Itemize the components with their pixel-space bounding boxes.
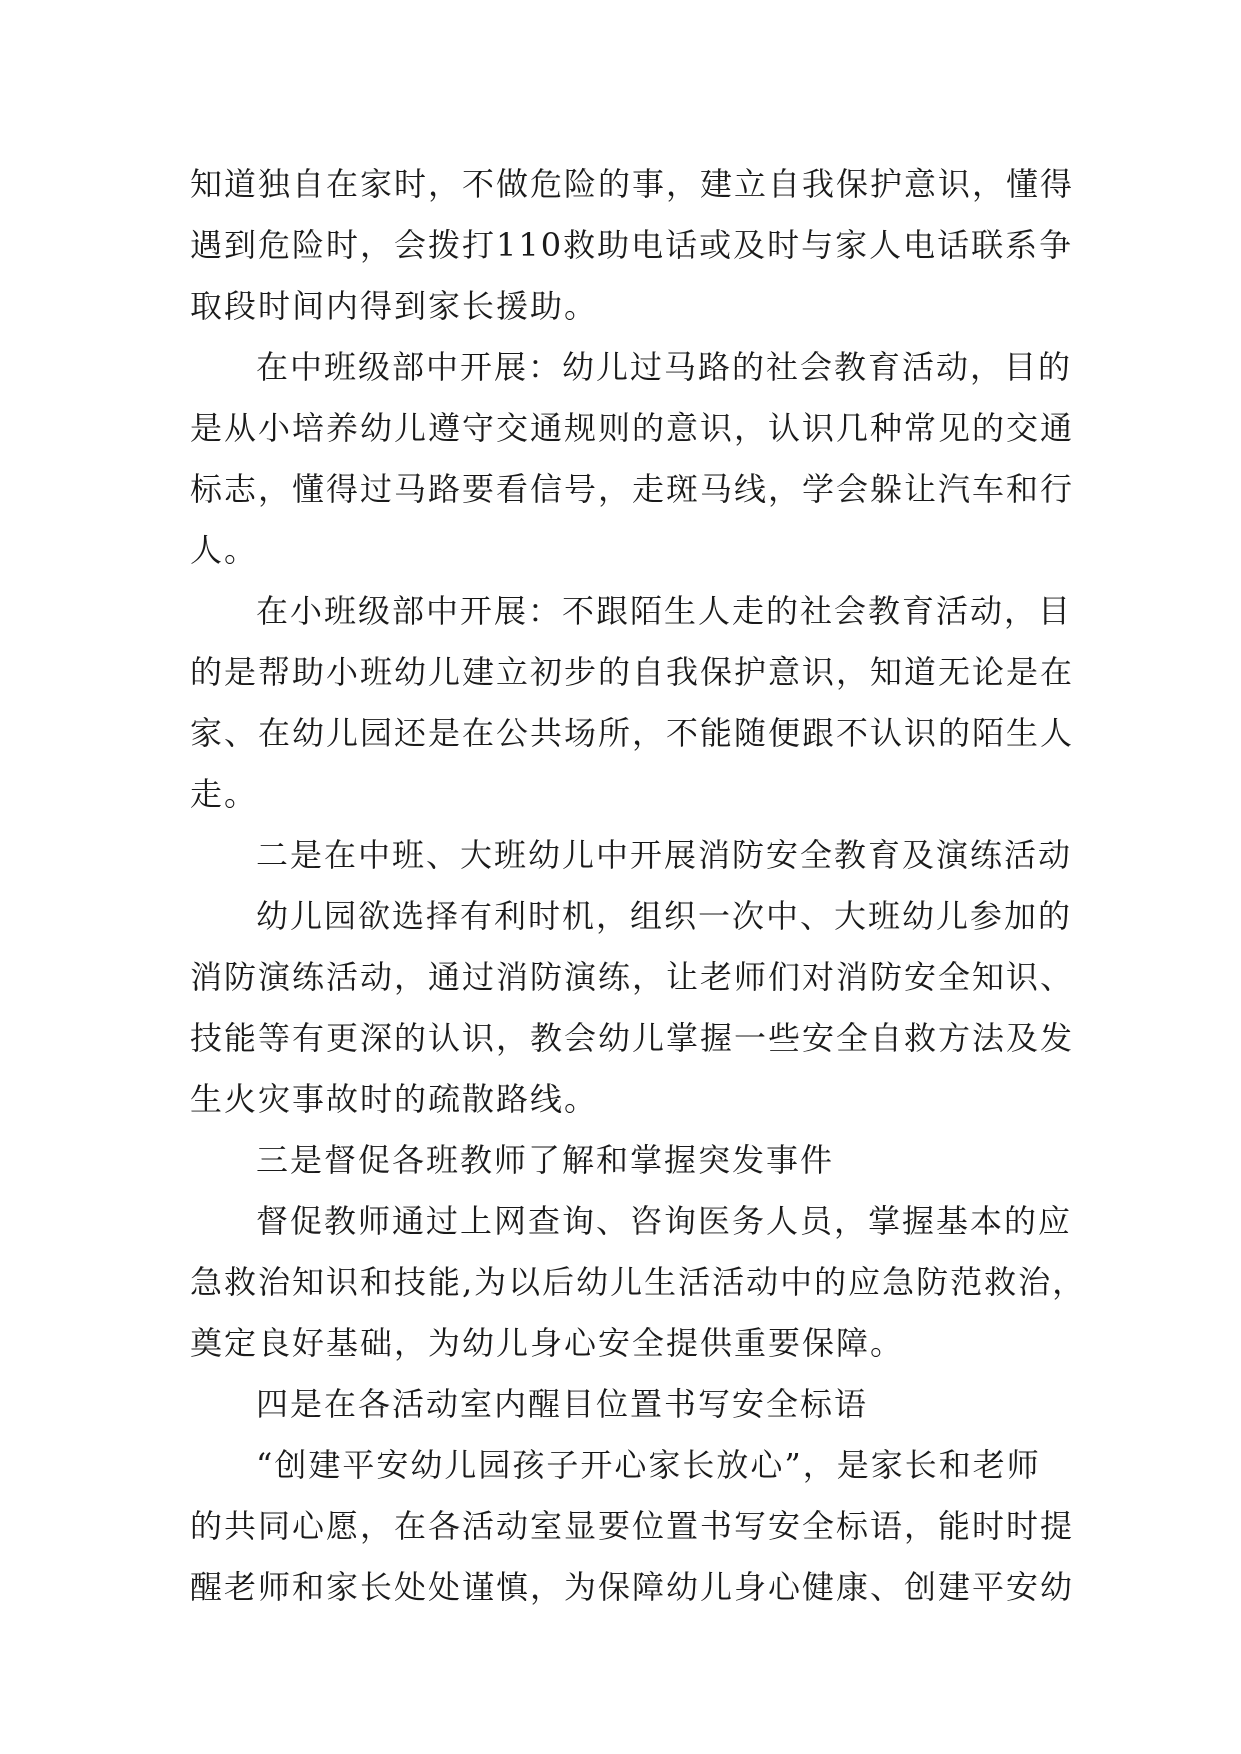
text-line: 在小班级部中开展：不跟陌生人走的社会教育活动，目 <box>256 592 1073 630</box>
text-line: 遇到危险时，会拨打110救助电话或及时与家人电话联系争 <box>190 226 1074 264</box>
text-line: 二是在中班、大班幼儿中开展消防安全教育及演练活动 <box>256 836 1073 874</box>
text-line: 技能等有更深的认识，教会幼儿掌握一些安全自救方法及发 <box>190 1019 1075 1057</box>
text-line: 是从小培养幼儿遵守交通规则的意识，认识几种常见的交通 <box>190 409 1075 447</box>
text-line: “创建平安幼儿园孩子开心家长放心”，是家长和老师 <box>256 1446 1041 1484</box>
text-line: 督促教师通过上网查询、咨询医务人员，掌握基本的应 <box>256 1202 1073 1240</box>
text-line: 知道独自在家时，不做危险的事，建立自我保护意识，懂得 <box>190 165 1075 203</box>
text-line: 消防演练活动，通过消防演练，让老师们对消防安全知识、 <box>190 958 1075 996</box>
text-line: 走。 <box>190 775 259 813</box>
text-line: 的是帮助小班幼儿建立初步的自我保护意识，知道无论是在 <box>190 653 1075 691</box>
text-line: 奠定良好基础，为幼儿身心安全提供重要保障。 <box>190 1324 905 1362</box>
text-line: 取段时间内得到家长援助。 <box>190 287 599 325</box>
text-line: 醒老师和家长处处谨慎，为保障幼儿身心健康、创建平安幼 <box>190 1568 1075 1606</box>
text-line: 三是督促各班教师了解和掌握突发事件 <box>256 1141 835 1179</box>
text-line: 幼儿园欲选择有利时机，组织一次中、大班幼儿参加的 <box>256 897 1073 935</box>
text-line: 的共同心愿，在各活动室显要位置书写安全标语，能时时提 <box>190 1507 1075 1545</box>
text-line: 生火灾事故时的疏散路线。 <box>190 1080 599 1118</box>
text-line: 四是在各活动室内醒目位置书写安全标语 <box>256 1385 869 1423</box>
text-line: 标志，懂得过马路要看信号，走斑马线，学会躲让汽车和行 <box>190 470 1075 508</box>
text-line: 家、在幼儿园还是在公共场所，不能随便跟不认识的陌生人 <box>190 714 1075 752</box>
text-line: 急救治知识和技能,为以后幼儿生活活动中的应急防范救治， <box>190 1263 1087 1301</box>
text-line: 在中班级部中开展：幼儿过马路的社会教育活动，目的 <box>256 348 1073 386</box>
text-line: 人。 <box>190 531 259 569</box>
